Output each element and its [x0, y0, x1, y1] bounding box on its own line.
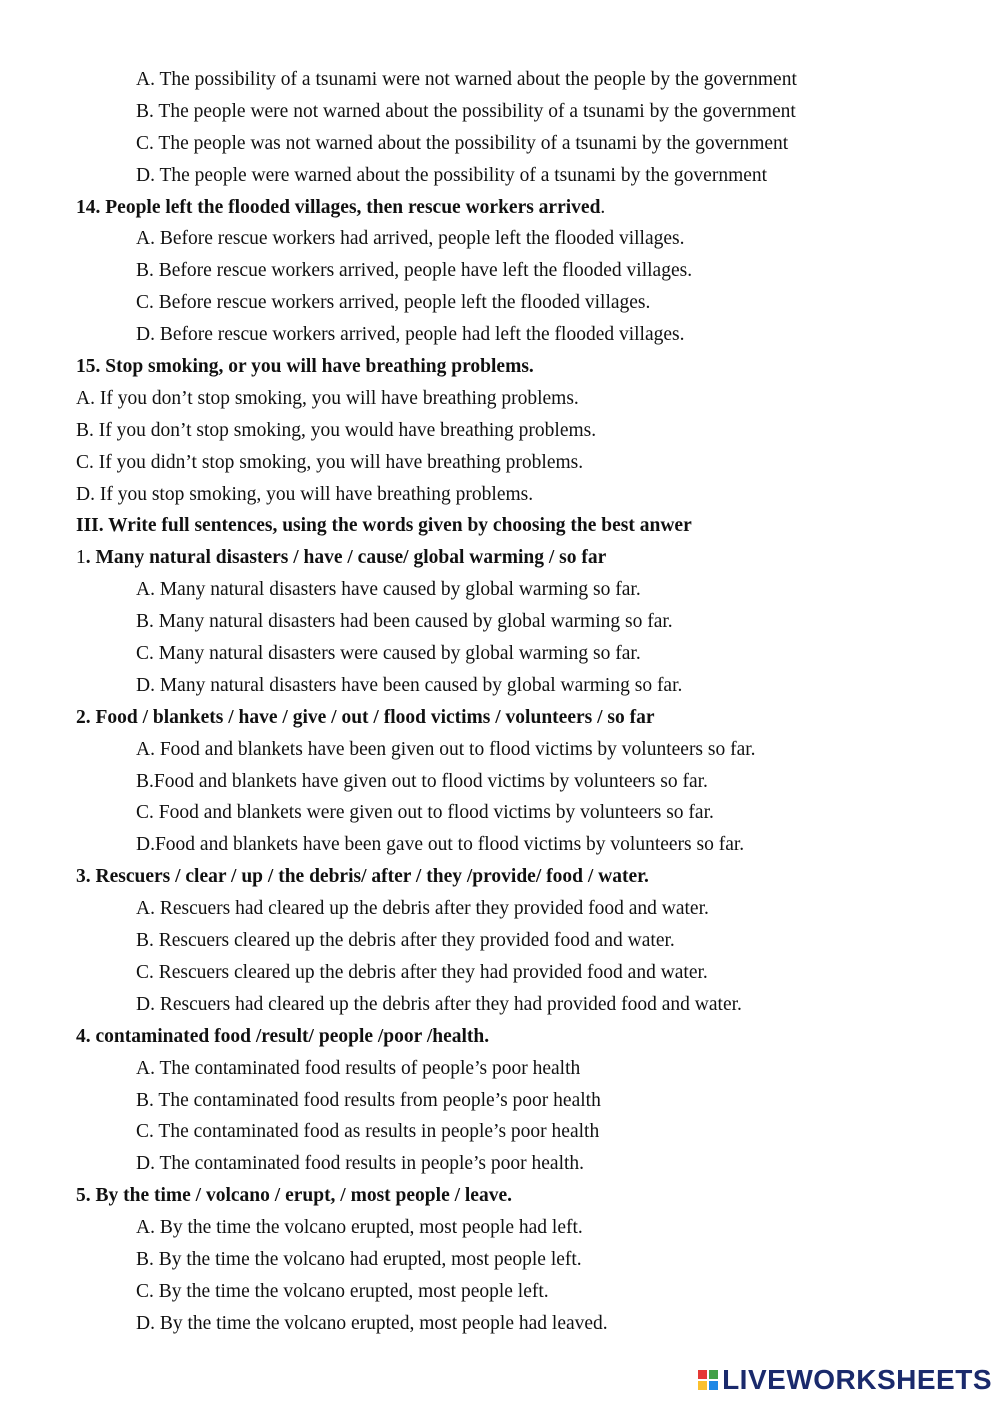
logo-square-4	[709, 1381, 718, 1390]
option-text: A. Before rescue workers had arrived, people left the flooded villages.	[136, 228, 685, 250]
option-text: D. By the time the volcano erupted, most people had leaved.	[136, 1312, 608, 1334]
answer-option	[0, 96, 1000, 128]
option-text: D. Before rescue workers arrived, people had left the flooded villages.	[136, 324, 685, 346]
option-text: C. Rescuers cleared up the debris after they had provided food and water.	[136, 961, 708, 983]
question-text: 15. Stop smoking, or you will have breathing problems.	[76, 356, 534, 378]
answer-option	[0, 1276, 1000, 1308]
answer-option	[0, 287, 1000, 319]
answer-option	[0, 574, 1000, 606]
answer-option	[0, 479, 1000, 511]
answer-option	[0, 925, 1000, 957]
option-text: A. The contaminated food results of people’s poor health	[136, 1057, 581, 1079]
answer-option	[0, 1148, 1000, 1180]
answer-option	[0, 766, 1000, 798]
question-number: 1	[76, 547, 86, 569]
logo-square-3	[698, 1381, 707, 1390]
question-heading	[0, 1180, 1000, 1212]
worksheet-content	[0, 64, 1000, 1340]
option-text: C. Food and blankets were given out to flood victims by volunteers so far.	[136, 802, 714, 824]
option-text: B. Rescuers cleared up the debris after they provided food and water.	[136, 930, 675, 952]
option-text: D. If you stop smoking, you will have breathing problems.	[76, 483, 534, 505]
answer-option	[0, 128, 1000, 160]
answer-option	[0, 160, 1000, 192]
option-text: C. If you didn’t stop smoking, you will have breathing problems.	[76, 451, 584, 473]
logo-text: LIVEWORKSHEETS	[722, 1364, 992, 1395]
question-heading	[0, 192, 1000, 224]
question-heading	[0, 542, 1000, 574]
answer-option	[0, 638, 1000, 670]
logo-icon	[698, 1370, 718, 1390]
answer-option	[0, 1244, 1000, 1276]
answer-option	[0, 415, 1000, 447]
answer-option	[0, 797, 1000, 829]
question-text: 4. contaminated food /result/ people /poor /health.	[76, 1025, 490, 1047]
option-text: C. The contaminated food as results in people’s poor health	[136, 1121, 600, 1143]
option-text: B. The people were not warned about the possibility of a tsunami by the government	[136, 100, 796, 122]
answer-option	[0, 383, 1000, 415]
answer-option	[0, 223, 1000, 255]
answer-option	[0, 670, 1000, 702]
question-text: 3. Rescuers / clear / up / the debris/ after / they /provide/ food / water.	[76, 866, 649, 888]
question-heading	[0, 510, 1000, 542]
question-text: III. Write full sentences, using the words given by choosing the best anwer	[76, 515, 692, 537]
option-text: C. Many natural disasters were caused by global warming so far.	[136, 643, 641, 665]
option-text: A. Many natural disasters have caused by global warming so far.	[136, 579, 641, 601]
answer-option	[0, 255, 1000, 287]
question-text: 2. Food / blankets / have / give / out / flood victims / volunteers / so far	[76, 706, 655, 728]
option-text: B. By the time the volcano had erupted, most people left.	[136, 1248, 582, 1270]
option-text: D.Food and blankets have been gave out to flood victims by volunteers so far.	[136, 834, 745, 856]
answer-option	[0, 829, 1000, 861]
question-text: 14. People left the flooded villages, then rescue workers arrived	[76, 196, 601, 218]
option-text: C. Before rescue workers arrived, people left the flooded villages.	[136, 292, 651, 314]
answer-option	[0, 1212, 1000, 1244]
option-text: B. If you don’t stop smoking, you would have breathing problems.	[76, 419, 597, 441]
question-heading	[0, 702, 1000, 734]
question-heading	[0, 351, 1000, 383]
question-tail: .	[600, 196, 606, 218]
answer-option	[0, 734, 1000, 766]
option-text: C. By the time the volcano erupted, most people left.	[136, 1280, 549, 1302]
answer-option	[0, 989, 1000, 1021]
answer-option	[0, 893, 1000, 925]
logo-square-1	[698, 1370, 707, 1379]
option-text: D. The contaminated food results in people’s poor health.	[136, 1153, 585, 1175]
option-text: B. The contaminated food results from people’s poor health	[136, 1089, 601, 1111]
option-text: B. Before rescue workers arrived, people have left the flooded villages.	[136, 260, 693, 282]
answer-option	[0, 319, 1000, 351]
option-text: B.Food and blankets have given out to flood victims by volunteers so far.	[136, 770, 708, 792]
question-heading	[0, 1021, 1000, 1053]
answer-option	[0, 957, 1000, 989]
option-text: D. Many natural disasters have been caused by global warming so far.	[136, 674, 683, 696]
option-text: A. If you don’t stop smoking, you will have breathing problems.	[76, 387, 579, 409]
question-text: 5. By the time / volcano / erupt, / most people / leave.	[76, 1185, 512, 1207]
option-text: A. By the time the volcano erupted, most people had left.	[136, 1217, 583, 1239]
logo-square-2	[709, 1370, 718, 1379]
option-text: C. The people was not warned about the possibility of a tsunami by the government	[136, 132, 789, 154]
answer-option	[0, 1053, 1000, 1085]
question-heading	[0, 861, 1000, 893]
option-text: D. Rescuers had cleared up the debris after they had provided food and water.	[136, 993, 742, 1015]
answer-option	[0, 1085, 1000, 1117]
liveworksheets-logo[interactable]	[698, 1365, 992, 1395]
answer-option	[0, 64, 1000, 96]
option-text: D. The people were warned about the possibility of a tsunami by the government	[136, 164, 768, 186]
answer-option	[0, 447, 1000, 479]
option-text: A. Rescuers had cleared up the debris after they provided food and water.	[136, 898, 709, 920]
option-text: A. Food and blankets have been given out to flood victims by volunteers so far.	[136, 738, 756, 760]
answer-option	[0, 1116, 1000, 1148]
option-text: B. Many natural disasters had been caused by global warming so far.	[136, 611, 673, 633]
question-text: . Many natural disasters / have / cause/ global warming / so far	[85, 547, 607, 569]
answer-option	[0, 1308, 1000, 1340]
option-text: A. The possibility of a tsunami were not warned about the people by the government	[136, 69, 797, 90]
answer-option	[0, 606, 1000, 638]
